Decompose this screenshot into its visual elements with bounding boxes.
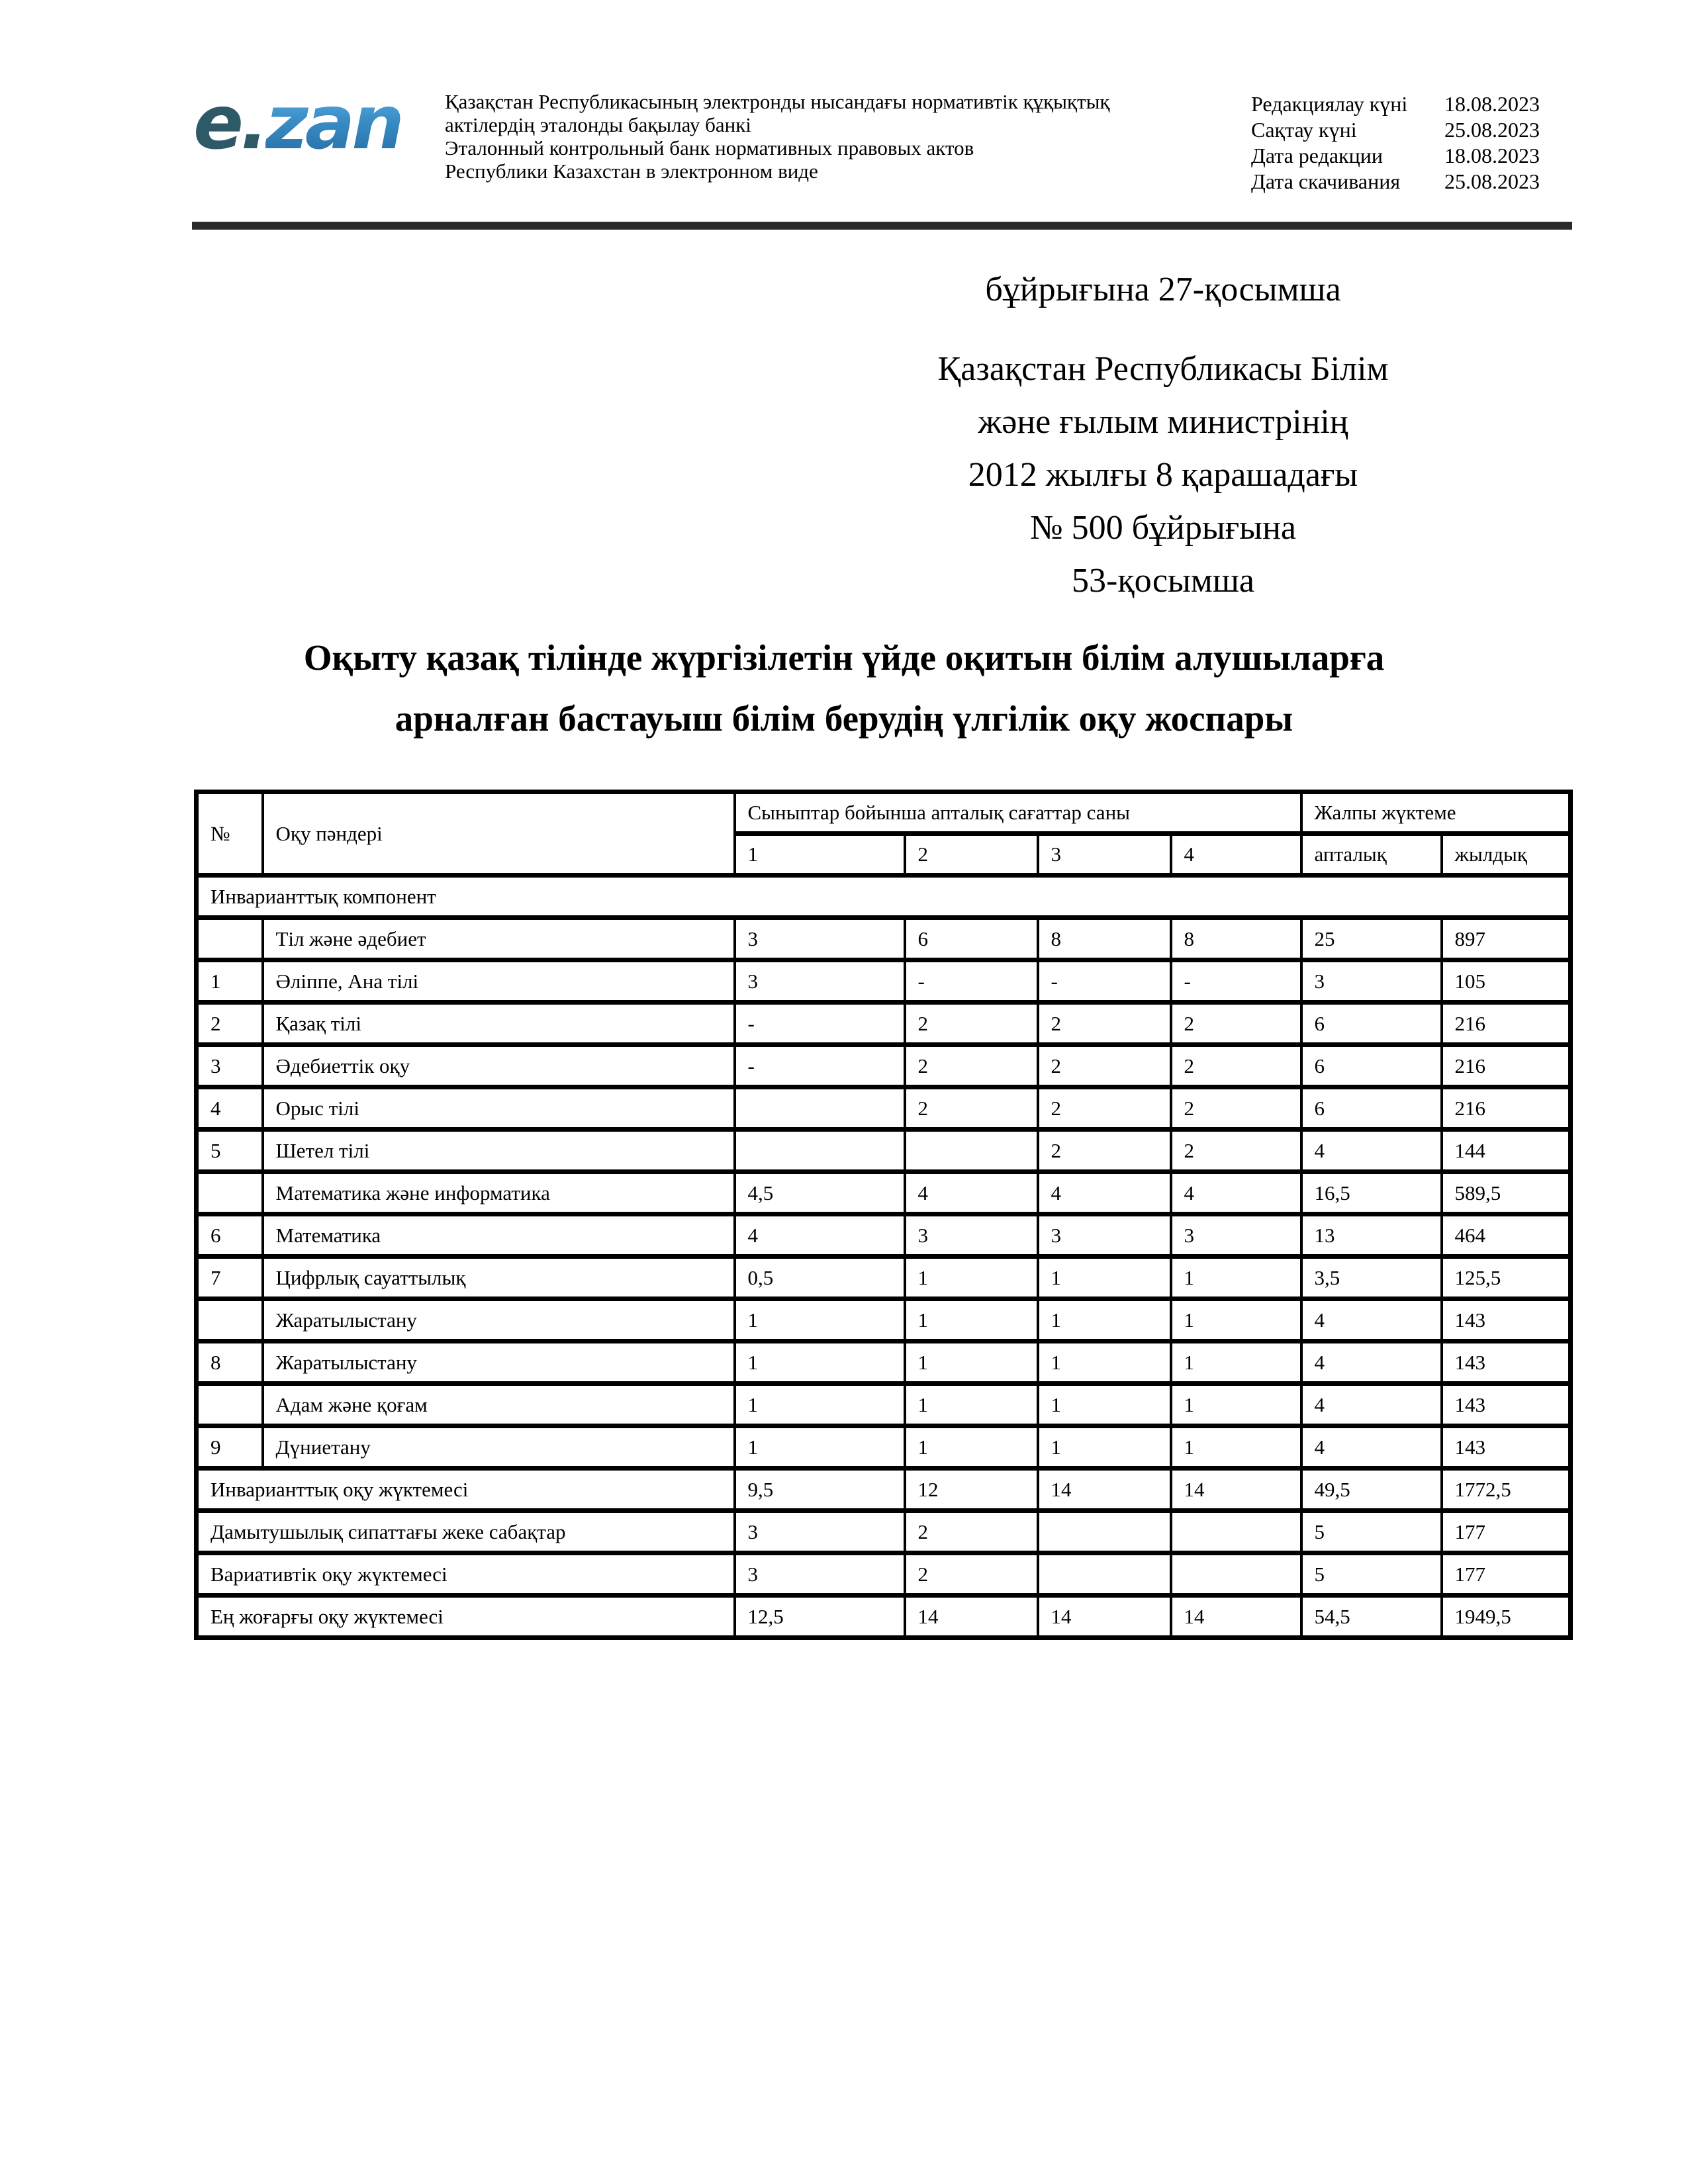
value-cell: 1 <box>1171 1257 1301 1299</box>
ezan-logo-prefix: e. <box>193 80 265 166</box>
value-cell <box>1038 1553 1171 1596</box>
value-cell: 1 <box>735 1426 905 1469</box>
value-cell: 8 <box>1038 918 1171 960</box>
value-cell: 216 <box>1442 1045 1571 1087</box>
value-cell: 6 <box>905 918 1038 960</box>
value-cell: 216 <box>1442 1087 1571 1130</box>
value-cell: - <box>735 1045 905 1087</box>
value-cell: 4,5 <box>735 1172 905 1214</box>
table-row <box>197 1511 1571 1553</box>
value-cell: 1 <box>1038 1342 1171 1384</box>
subject-cell: Шетел тілі <box>263 1130 735 1172</box>
value-cell: 105 <box>1442 960 1571 1003</box>
table-row <box>197 1257 1571 1299</box>
value-cell: 3 <box>1038 1214 1171 1257</box>
value-cell: 2 <box>1171 1087 1301 1130</box>
table-row <box>197 918 1571 960</box>
subject-cell: Қазақ тілі <box>263 1003 735 1045</box>
value-cell: 2 <box>905 1553 1038 1596</box>
row-num-cell: 5 <box>197 1130 263 1172</box>
value-cell: 464 <box>1442 1214 1571 1257</box>
value-cell: 4 <box>905 1172 1038 1214</box>
date-value: 25.08.2023 <box>1444 169 1540 193</box>
value-cell: 14 <box>1038 1596 1171 1638</box>
class-col-header: 4 <box>1171 834 1301 876</box>
value-cell: 2 <box>1171 1130 1301 1172</box>
table-row <box>197 1130 1571 1172</box>
subject-cell: Жаратылыстану <box>263 1342 735 1384</box>
table-row <box>197 1214 1571 1257</box>
row-num-cell: 8 <box>197 1342 263 1384</box>
curriculum-table <box>194 790 1573 1640</box>
value-cell: 144 <box>1442 1130 1571 1172</box>
table-row <box>197 1384 1571 1426</box>
value-cell: 12 <box>905 1469 1038 1511</box>
class-col-header: 2 <box>905 834 1038 876</box>
appendix-reference <box>633 263 1688 608</box>
value-cell: 3 <box>1171 1214 1301 1257</box>
row-num-cell <box>197 1384 263 1426</box>
value-cell: 0,5 <box>735 1257 905 1299</box>
class-col-header: 3 <box>1038 834 1171 876</box>
date-row <box>1251 117 1540 143</box>
col-classes-header: Сыныптар бойынша апталық сағаттар саны <box>735 792 1301 834</box>
value-cell: 5 <box>1301 1553 1442 1596</box>
row-num-cell <box>197 1299 263 1342</box>
value-cell: 2 <box>1171 1045 1301 1087</box>
value-cell: 2 <box>905 1003 1038 1045</box>
value-cell: 4 <box>1038 1172 1171 1214</box>
row-num-cell: 2 <box>197 1003 263 1045</box>
value-cell: 1 <box>1038 1299 1171 1342</box>
value-cell: 143 <box>1442 1299 1571 1342</box>
total-col-header: апталық <box>1301 834 1442 876</box>
value-cell: 143 <box>1442 1426 1571 1469</box>
value-cell: 13 <box>1301 1214 1442 1257</box>
date-row <box>1251 169 1540 195</box>
value-cell: 3 <box>735 918 905 960</box>
header-separator <box>192 222 1572 230</box>
bank-line: актілердің эталонды бақылау банкі <box>445 113 751 136</box>
table-row <box>197 876 1571 918</box>
subject-cell: Жаратылыстану <box>263 1299 735 1342</box>
value-cell: 1 <box>1171 1384 1301 1426</box>
value-cell: 54,5 <box>1301 1596 1442 1638</box>
value-cell <box>735 1087 905 1130</box>
row-num-cell: 6 <box>197 1214 263 1257</box>
value-cell: 1 <box>735 1299 905 1342</box>
table-row <box>197 1087 1571 1130</box>
value-cell: 177 <box>1442 1553 1571 1596</box>
row-num-cell: 7 <box>197 1257 263 1299</box>
ezan-logo <box>193 80 402 166</box>
date-row <box>1251 143 1540 169</box>
appendix-intro: бұйрығына 27-қосымша <box>985 271 1341 308</box>
value-cell: 1 <box>905 1257 1038 1299</box>
subject-cell: Тіл және әдебиет <box>263 918 735 960</box>
summary-label-cell: Дамытушылық сипаттағы жеке сабақтар <box>197 1511 735 1553</box>
value-cell: 1 <box>905 1342 1038 1384</box>
value-cell: 3 <box>735 1553 905 1596</box>
value-cell: 143 <box>1442 1384 1571 1426</box>
summary-label-cell: Инварианттық оқу жүктемесі <box>197 1469 735 1511</box>
subject-cell: Әдебиеттік оқу <box>263 1045 735 1087</box>
section-cell: Инварианттық компонент <box>197 876 1571 918</box>
table-row <box>197 1342 1571 1384</box>
value-cell: 2 <box>905 1511 1038 1553</box>
row-num-cell <box>197 1172 263 1214</box>
row-num-cell: 1 <box>197 960 263 1003</box>
value-cell: 12,5 <box>735 1596 905 1638</box>
value-cell: 49,5 <box>1301 1469 1442 1511</box>
value-cell: 1 <box>1038 1384 1171 1426</box>
class-col-header: 1 <box>735 834 905 876</box>
value-cell: 3 <box>735 960 905 1003</box>
value-cell: 4 <box>1301 1426 1442 1469</box>
total-col-header: жылдық <box>1442 834 1571 876</box>
value-cell: 177 <box>1442 1511 1571 1553</box>
date-label: Сақтау күні <box>1251 118 1357 142</box>
value-cell <box>905 1130 1038 1172</box>
value-cell: 2 <box>1038 1130 1171 1172</box>
value-cell: 2 <box>1038 1087 1171 1130</box>
value-cell: 1 <box>905 1299 1038 1342</box>
value-cell: 2 <box>1171 1003 1301 1045</box>
ezan-logo-suffix: zan <box>265 80 402 166</box>
value-cell: 4 <box>735 1214 905 1257</box>
value-cell: 1 <box>1171 1299 1301 1342</box>
value-cell: 143 <box>1442 1342 1571 1384</box>
appendix-line: 2012 жылғы 8 қарашадағы <box>968 456 1358 494</box>
table-row <box>197 1172 1571 1214</box>
title-line: Оқыту қазақ тілінде жүргізілетін үйде оқитын білім алушыларға <box>303 637 1385 678</box>
date-label: Редакциялау күні <box>1251 92 1408 116</box>
value-cell <box>735 1130 905 1172</box>
summary-label-cell: Ең жоғарғы оқу жүктемесі <box>197 1596 735 1638</box>
col-total-header: Жалпы жүктеме <box>1301 792 1571 834</box>
date-value: 25.08.2023 <box>1444 118 1540 142</box>
value-cell: 216 <box>1442 1003 1571 1045</box>
value-cell: 6 <box>1301 1045 1442 1087</box>
value-cell: 8 <box>1171 918 1301 960</box>
value-cell: 3 <box>735 1511 905 1553</box>
summary-label-cell: Вариативтік оқу жүктемесі <box>197 1553 735 1596</box>
appendix-line: 53-қосымша <box>1072 562 1254 600</box>
col-subjects-header: Оқу пәндері <box>263 792 735 876</box>
value-cell: 1 <box>1038 1426 1171 1469</box>
appendix-line: Қазақстан Республикасы Білім <box>937 350 1389 388</box>
value-cell <box>1171 1511 1301 1553</box>
date-label: Дата скачивания <box>1251 169 1401 193</box>
value-cell: 14 <box>905 1596 1038 1638</box>
value-cell <box>1038 1511 1171 1553</box>
subject-cell: Математика және информатика <box>263 1172 735 1214</box>
table-row <box>197 1426 1571 1469</box>
table-row <box>197 1299 1571 1342</box>
value-cell: 3,5 <box>1301 1257 1442 1299</box>
value-cell: 2 <box>905 1045 1038 1087</box>
table-row <box>197 960 1571 1003</box>
value-cell: 3 <box>905 1214 1038 1257</box>
bank-description <box>445 90 1226 183</box>
value-cell: 14 <box>1171 1596 1301 1638</box>
value-cell: 4 <box>1301 1384 1442 1426</box>
value-cell: 2 <box>1038 1003 1171 1045</box>
value-cell: 1 <box>905 1426 1038 1469</box>
row-num-cell: 4 <box>197 1087 263 1130</box>
value-cell: 1 <box>1171 1342 1301 1384</box>
row-num-cell <box>197 918 263 960</box>
value-cell <box>1171 1553 1301 1596</box>
subject-cell: Әліппе, Ана тілі <box>263 960 735 1003</box>
date-value: 18.08.2023 <box>1444 144 1540 167</box>
value-cell: 6 <box>1301 1003 1442 1045</box>
table-row <box>197 1553 1571 1596</box>
value-cell: 5 <box>1301 1511 1442 1553</box>
subject-cell: Дүниетану <box>263 1426 735 1469</box>
table-row <box>197 1003 1571 1045</box>
row-num-cell: 9 <box>197 1426 263 1469</box>
subject-cell: Математика <box>263 1214 735 1257</box>
value-cell: 4 <box>1301 1299 1442 1342</box>
value-cell: 4 <box>1301 1342 1442 1384</box>
appendix-line: № 500 бұйрығына <box>1029 509 1296 547</box>
value-cell: 1 <box>905 1384 1038 1426</box>
table-row <box>197 1045 1571 1087</box>
value-cell: - <box>905 960 1038 1003</box>
bank-line: Эталонный контрольный банк нормативных правовых актов <box>445 136 974 159</box>
date-value: 18.08.2023 <box>1444 92 1540 116</box>
value-cell: 1772,5 <box>1442 1469 1571 1511</box>
value-cell: 1949,5 <box>1442 1596 1571 1638</box>
title-line: арналған бастауыш білім берудің үлгілік оқу жоспары <box>395 698 1293 739</box>
row-num-cell: 3 <box>197 1045 263 1087</box>
value-cell: 14 <box>1171 1469 1301 1511</box>
table-row <box>197 1596 1571 1638</box>
value-cell: 6 <box>1301 1087 1442 1130</box>
value-cell: - <box>735 1003 905 1045</box>
date-row <box>1251 91 1540 117</box>
value-cell: - <box>1171 960 1301 1003</box>
value-cell: 9,5 <box>735 1469 905 1511</box>
value-cell: 2 <box>905 1087 1038 1130</box>
value-cell: 125,5 <box>1442 1257 1571 1299</box>
value-cell: 4 <box>1171 1172 1301 1214</box>
table-header-row <box>197 792 1571 834</box>
value-cell: 1 <box>1171 1426 1301 1469</box>
bank-line: Қазақстан Республикасының электронды нысандағы нормативтік құқықтық <box>445 90 1110 113</box>
appendix-line: және ғылым министрінің <box>978 403 1348 441</box>
value-cell: 1 <box>735 1342 905 1384</box>
col-no-header: № <box>197 792 263 876</box>
value-cell: 1 <box>1038 1257 1171 1299</box>
value-cell: 16,5 <box>1301 1172 1442 1214</box>
value-cell: - <box>1038 960 1171 1003</box>
value-cell: 3 <box>1301 960 1442 1003</box>
subject-cell: Цифрлық сауаттылық <box>263 1257 735 1299</box>
date-label: Дата редакции <box>1251 144 1383 167</box>
value-cell: 589,5 <box>1442 1172 1571 1214</box>
document-title <box>0 627 1688 749</box>
value-cell: 897 <box>1442 918 1571 960</box>
subject-cell: Орыс тілі <box>263 1087 735 1130</box>
document-dates <box>1251 91 1540 195</box>
value-cell: 14 <box>1038 1469 1171 1511</box>
value-cell: 1 <box>735 1384 905 1426</box>
bank-line: Республики Казахстан в электронном виде <box>445 159 818 183</box>
value-cell: 2 <box>1038 1045 1171 1087</box>
subject-cell: Адам және қоғам <box>263 1384 735 1426</box>
table-row <box>197 1469 1571 1511</box>
value-cell: 25 <box>1301 918 1442 960</box>
value-cell: 4 <box>1301 1130 1442 1172</box>
